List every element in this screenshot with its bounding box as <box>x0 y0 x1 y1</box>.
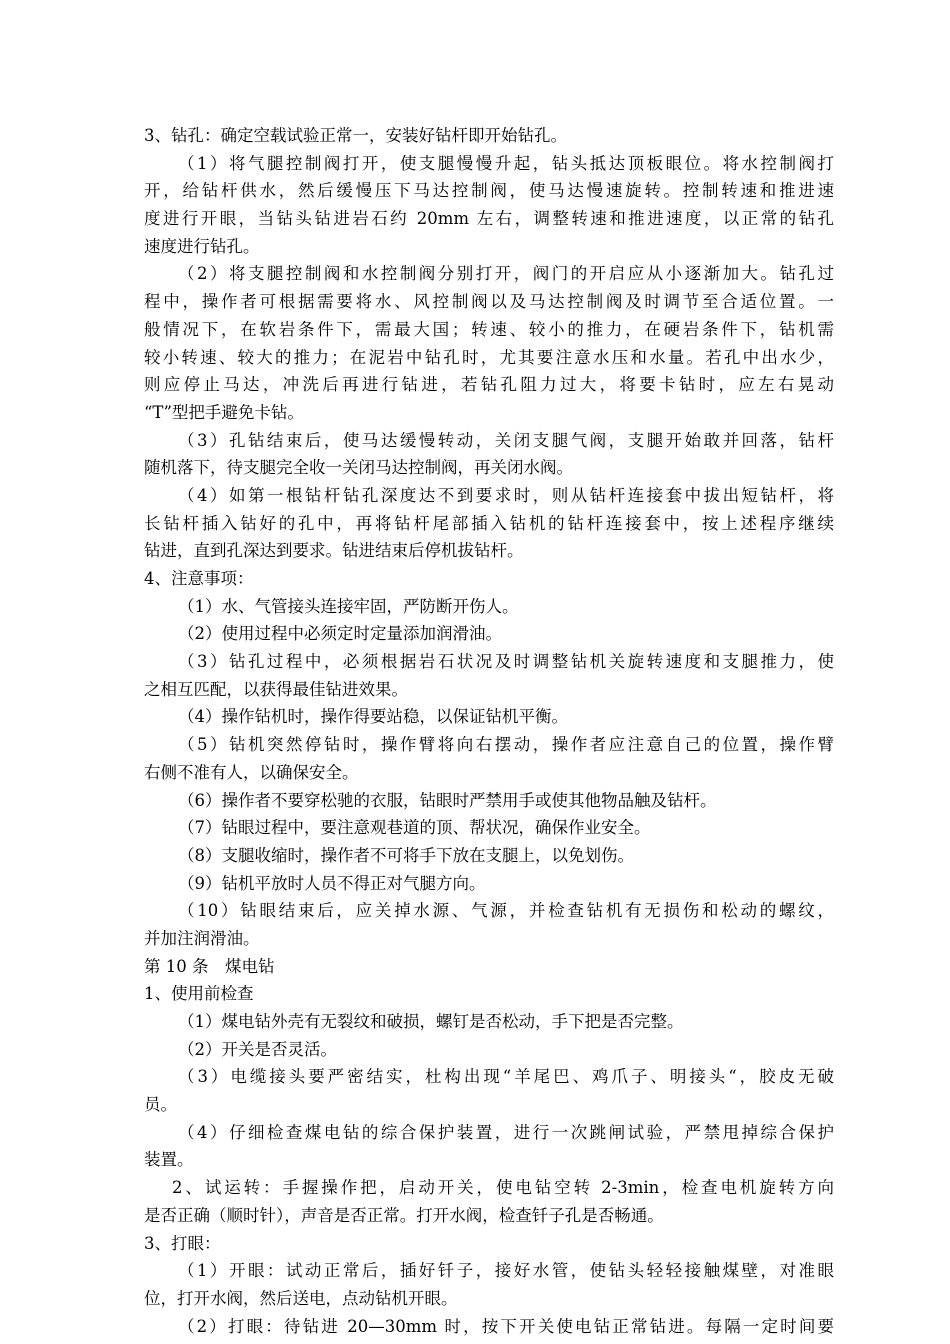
text-line: 之相互匹配，以获得最佳钻进效果。 <box>144 679 408 699</box>
text-line: 4、注意事项： <box>144 569 254 588</box>
text-line: 3、钻孔：确定空载试验正常一，安装好钻杆即开始钻孔。 <box>144 126 567 145</box>
text-line: 右侧不准有人，以确保安全。 <box>144 762 359 782</box>
text-line: （1）将气腿控制阀打开，使支腿慢慢升起，钻头抵达顶板眼位。将水控制阀打 <box>178 153 834 173</box>
text-line: （1）开眼：试动正常后，插好钎子，接好水管，使钻头轻轻接触煤壁，对准眼 <box>178 1261 834 1281</box>
text-line: （2）开关是否灵活。 <box>178 1039 337 1059</box>
text-line: （2）使用过程中必须定时定量添加润滑油。 <box>178 624 502 644</box>
text-line: 3、打眼： <box>144 1233 221 1253</box>
text-line: 1、使用前检查 <box>144 984 254 1004</box>
text-line: 2、试运转：手握操作把，启动开关，使电钻空转 2-3min，检查电机旋转方向 <box>172 1178 834 1198</box>
text-line: 第 10 条 煤电钻 <box>144 956 275 976</box>
text-line: 位，打开水阀，然后送电，点动钻机开眼。 <box>144 1288 458 1308</box>
text-line: 随机落下，待支腿完全收一关闭马达控制阀，再关闭水阀。 <box>144 458 573 478</box>
text-line: 度进行开眼，当钻头钻进岩石约 20mm 左右，调整转速和推进速度，以正常的钻孔 <box>144 209 834 229</box>
text-line: 般情况下，在软岩条件下，需最大国；转速、较小的推力，在硬岩条件下，钻机需 <box>144 319 834 339</box>
text-line: 员。 <box>144 1095 177 1115</box>
text-line: （1）煤电钻外壳有无裂纹和破损，螺钉是否松动，手下把是否完整。 <box>178 1012 684 1031</box>
text-line: 并加注润滑油。 <box>144 928 260 948</box>
text-line: （7）钻眼过程中，要注意观巷道的顶、帮状况，确保作业安全。 <box>178 818 651 838</box>
text-line: （3）孔钻结束后，使马达缓慢转动，关闭支腿气阀，支腿开始敢并回落，钻杆 <box>178 430 834 450</box>
text-line: 程中，操作者可根据需要将水、风控制阀以及马达控制阀及时调节至合适位置。一 <box>144 292 834 312</box>
text-line: （9）钻机平放时人员不得正对气腿方向。 <box>178 873 486 893</box>
text-line: （4）如第一根钻杆钻孔深度达不到要求时，则从钻杆连接套中拔出短钻杆，将 <box>178 485 834 505</box>
text-line: 装置。 <box>144 1150 194 1170</box>
text-line: （4）操作钻机时，操作得要站稳，以保证钻机平衡。 <box>178 707 568 727</box>
text-line: （6）操作者不要穿松驰的衣服，钻眼时严禁用手或使其他物品触及钻杆。 <box>178 790 717 810</box>
text-line: （1）水、气管接头连接牢固，严防断开伤人。 <box>178 596 519 616</box>
text-line: （3）电缆接头要严密结实，杜构出现“羊尾巴、鸡爪子、明接头“，胶皮无破 <box>178 1067 834 1087</box>
text-line: 开，给钻杆供水，然后缓慢压下马达控制阀，使马达慢速旋转。控制转速和推进速 <box>144 181 834 201</box>
text-line: （3）钻孔过程中，必须根据岩石状况及时调整钻机关旋转速度和支腿推力，使 <box>178 652 834 672</box>
text-line: （10）钻眼结束后，应关掉水源、气源，并检查钻机有无损伤和松动的螺纹， <box>178 901 834 921</box>
text-line: （5）钻机突然停钻时，操作臂将向右摆动，操作者应注意自己的位置，操作臂 <box>178 735 834 755</box>
text-line: 钻进，直到孔深达到要求。钻进结束后停机拔钻杆。 <box>144 541 524 561</box>
text-line: （2）打眼：待钻进 20—30mm 时，按下开关使电钻正常钻进。每隔一定时间要 <box>178 1316 834 1336</box>
text-line: 是否正确（顺时针），声音是否正常。打开水阀，检查钎子孔是否畅通。 <box>144 1205 664 1225</box>
text-line: （8）支腿收缩时，操作者不可将手下放在支腿上，以免划伤。 <box>178 845 634 865</box>
text-line: 长钻杆插入钻好的孔中，再将钻杆尾部插入钻机的钻杆连接套中，按上述程序继续 <box>144 513 834 533</box>
text-line: 速度进行钻孔。 <box>144 236 260 256</box>
text-line: 较小转速、较大的推力；在泥岩中钻孔时，尤其要注意水压和水量。若孔中出水少， <box>144 347 834 367</box>
text-line: “T”型把手避免卡钻。 <box>144 402 304 422</box>
text-line: （2）将支腿控制阀和水控制阀分别打开，阀门的开启应从小逐渐加大。钻孔过 <box>178 264 834 284</box>
text-line: 则应停止马达，冲洗后再进行钻进，若钻孔阻力过大，将要卡钻时，应左右晃动 <box>144 375 834 395</box>
text-line: （4）仔细检查煤电钻的综合保护装置，进行一次跳闸试验，严禁甩掉综合保护 <box>178 1122 834 1142</box>
document-body <box>144 122 834 1340</box>
